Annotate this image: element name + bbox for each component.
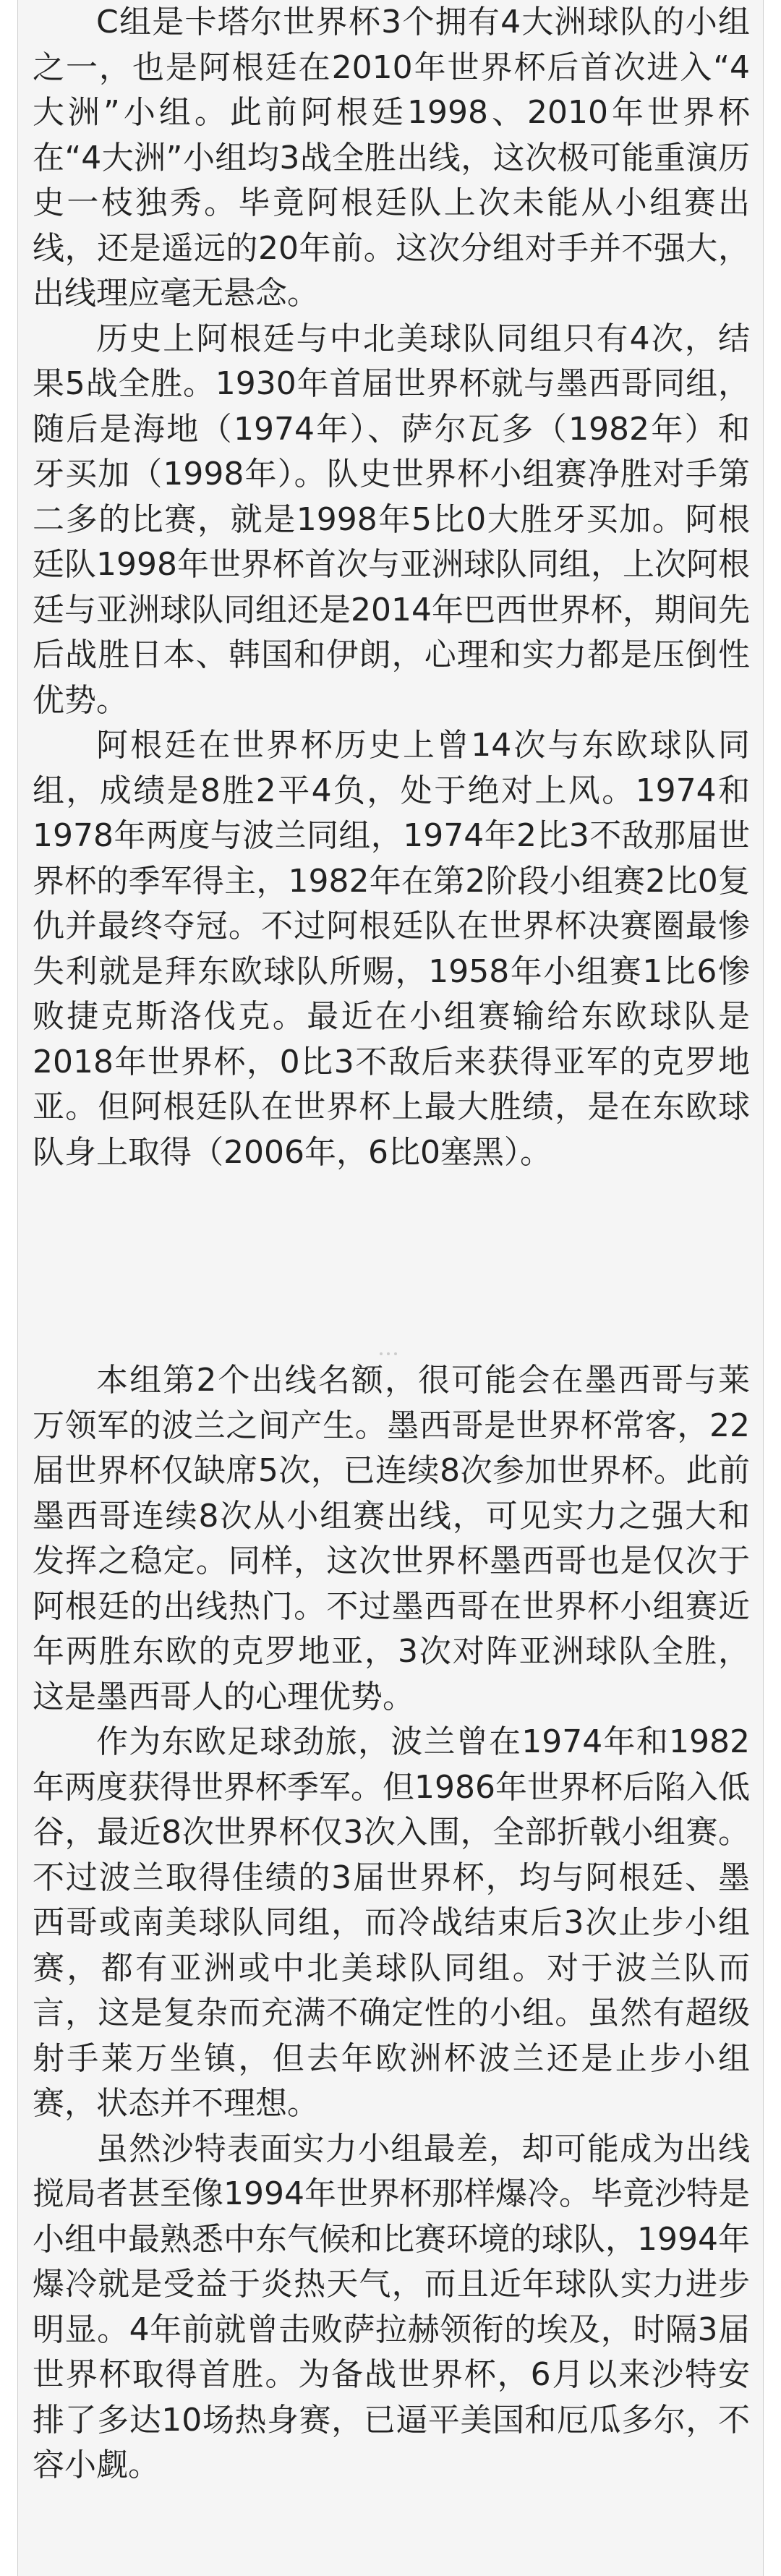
divider-dots-icon	[380, 1346, 423, 1350]
article-section-argentina	[33, 0, 750, 1175]
section-divider	[18, 1342, 764, 1356]
paragraph: 阿根廷在世界杯历史上曾14次与东欧球队同组，成绩是8胜2平4负，处于绝对上风。1974和1978年两度与波兰同组，1974年2比3不敌那届世界杯的季军得主，1982年在第2阶段小组赛2比0复仇并最终夺冠。不过阿根廷队在世界杯决赛圈最惨失利就是拜东欧球队所赐，1958年小组赛1比6惨败捷克斯洛伐克。最近在小组赛输给东欧球队是2018年世界杯，0比3不敌后来获得亚军的克罗地亚。但阿根廷队在世界杯上最大胜绩，是在东欧球队身上取得（2006年，6比0塞黑）。	[33, 727, 750, 1171]
paragraph: 本组第2个出线名额，很可能会在墨西哥与莱万领军的波兰之间产生。墨西哥是世界杯常客，22届世界杯仅缺席5次，已连续8次参加世界杯。此前墨西哥连续8次从小组赛出线，可见实力之强大和发挥之稳定。同样，这次世界杯墨西哥也是仅次于阿根廷的出线热门。不过墨西哥在世界杯小组赛近年两胜东欧的克罗地亚，3次对阵亚洲球队全胜，这是墨西哥人的心理优势。	[33, 1362, 750, 1715]
paragraph: C组是卡塔尔世界杯3个拥有4大洲球队的小组之一，也是阿根廷在2010年世界杯后首次进入“4大洲”小组。此前阿根廷1998、2010年世界杯在“4大洲”小组均3战全胜出线，这次极可能重演历史一枝独秀。毕竟阿根廷队上次未能从小组赛出线，还是遥远的20年前。这次分组对手并不强大，出线理应毫无悬念。	[33, 4, 750, 312]
paragraph: 虽然沙特表面实力小组最差，却可能成为出线搅局者甚至像1994年世界杯那样爆冷。毕竟沙特是小组中最熟悉中东气候和比赛环境的球队，1994年爆冷就是受益于炎热天气，而且近年球队实力进步明显。4年前就曾击败萨拉赫领衔的埃及，时隔3届世界杯取得首胜。为备战世界杯，6月以来沙特安排了多达10场热身赛，已逼平美国和厄瓜多尔，不容小觑。	[33, 2130, 750, 2483]
paragraph: 历史上阿根廷与中北美球队同组只有4次，结果5战全胜。1930年首届世界杯就与墨西哥同组，随后是海地（1974年）、萨尔瓦多（1982年）和牙买加（1998年）。队史世界杯小组赛净胜对手第二多的比赛，就是1998年5比0大胜牙买加。阿根廷队1998年世界杯首次与亚洲球队同组，上次阿根廷与亚洲球队同组还是2014年巴西世界杯，期间先后战胜日本、韩国和伊朗，心理和实力都是压倒性优势。	[33, 320, 750, 719]
article-body	[17, 0, 764, 2576]
article-section-second-place	[33, 1358, 750, 2488]
paragraph: 作为东欧足球劲旅，波兰曾在1974年和1982年两度获得世界杯季军。但1986年世界杯后陷入低谷，最近8次世界杯仅3次入围，全部折戟小组赛。不过波兰取得佳绩的3届世界杯，均与阿根廷、墨西哥或南美球队同组，而冷战结束后3次止步小组赛，都有亚洲或中北美球队同组。对于波兰队而言，这是复杂而充满不确定性的小组。虽然有超级射手莱万坐镇，但去年欧洲杯波兰还是止步小组赛，状态并不理想。	[33, 1723, 750, 2122]
